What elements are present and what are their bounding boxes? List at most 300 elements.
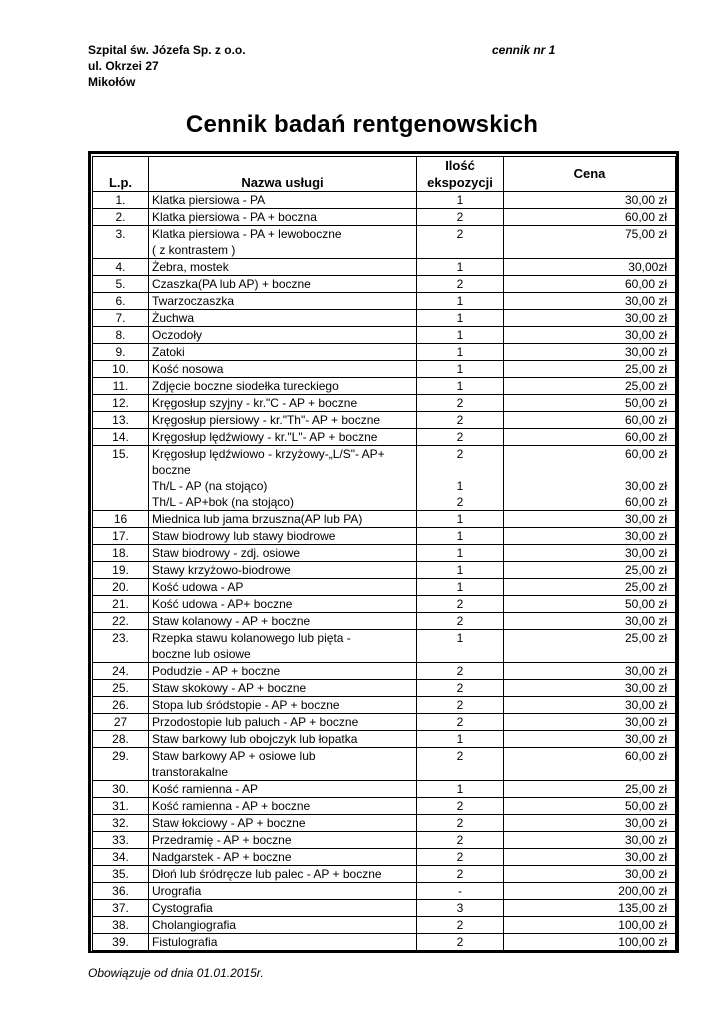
cell-name <box>149 697 417 714</box>
cell-name-line: Przedramię - AP + boczne <box>152 833 292 847</box>
cell-name-line: Oczodoły <box>152 328 203 342</box>
table-row <box>93 545 676 562</box>
cell-lp: 11. <box>93 378 149 395</box>
cell-count-line: 1 <box>456 260 464 274</box>
cell-count <box>417 596 504 613</box>
cell-name <box>149 748 417 781</box>
cell-count <box>417 446 504 511</box>
cell-name-line: Kręgosłup lędźwiowy - kr."L"- AP + boczne <box>152 430 378 444</box>
cell-price <box>504 900 676 917</box>
cell-price-line: 30,00 zł <box>624 715 667 729</box>
cell-name-line: Kręgosłup piersiowy - kr."Th"- AP + boczne <box>152 413 381 427</box>
table-row <box>93 429 676 446</box>
cell-lp: 12. <box>93 395 149 412</box>
cell-name-line: Stawy krzyżowo-biodrowe <box>152 563 291 577</box>
cell-name-line: Miednica lub jama brzuszna(AP lub PA) <box>152 512 363 526</box>
table-row <box>93 815 676 832</box>
cell-lp: 33. <box>93 832 149 849</box>
cell-lp: 16 <box>93 511 149 528</box>
cell-lp: 25. <box>93 680 149 697</box>
cell-count <box>417 276 504 293</box>
cell-count <box>417 209 504 226</box>
cell-name-line: Th/L - AP+bok (na stojąco) <box>152 495 294 509</box>
table-row <box>93 276 676 293</box>
cell-count-line: 1 <box>456 529 464 543</box>
cell-name <box>149 446 417 511</box>
table-row <box>93 613 676 630</box>
cell-count-line: 2 <box>456 597 464 611</box>
cell-name <box>149 209 417 226</box>
cell-count-line: 2 <box>456 833 464 847</box>
cell-price-line: 30,00 zł <box>624 294 667 308</box>
cell-name-line: Cholangiografia <box>152 918 237 932</box>
cell-price-line: 60,00 zł <box>624 447 667 461</box>
cell-count-line: 2 <box>456 396 464 410</box>
cell-price <box>504 192 676 209</box>
table-row <box>93 361 676 378</box>
cell-name-line: Kość nosowa <box>152 362 224 376</box>
table-body <box>93 192 676 951</box>
cell-price <box>504 361 676 378</box>
cell-name-line: ( z kontrastem ) <box>152 243 236 257</box>
cell-price-line: 100,00 zł <box>618 935 667 949</box>
cell-name-line: Kość ramienna - AP <box>152 782 259 796</box>
cell-name-line: Kręgosłup lędźwiowo - krzyżowy-„L/S"- AP+ <box>152 447 385 461</box>
cell-count-line: 2 <box>456 430 464 444</box>
cell-price <box>504 883 676 900</box>
table-row <box>93 446 676 511</box>
cell-price <box>504 697 676 714</box>
cell-lp: 15. <box>93 446 149 511</box>
cell-name <box>149 259 417 276</box>
table-row <box>93 934 676 951</box>
cell-price-line: 60,00 zł <box>624 413 667 427</box>
cell-name <box>149 630 417 663</box>
cell-lp: 32. <box>93 815 149 832</box>
cell-count-line: 1 <box>456 345 464 359</box>
cell-lp: 6. <box>93 293 149 310</box>
cell-count-line: 2 <box>456 935 464 949</box>
cell-name <box>149 934 417 951</box>
cell-lp: 29. <box>93 748 149 781</box>
cell-name <box>149 276 417 293</box>
table-header-row <box>93 157 676 192</box>
cell-price <box>504 293 676 310</box>
cell-count <box>417 883 504 900</box>
cell-lp: 7. <box>93 310 149 327</box>
table-row <box>93 832 676 849</box>
cell-count <box>417 917 504 934</box>
cell-name-line: Staw biodrowy lub stawy biodrowe <box>152 529 336 543</box>
cell-name-line: Klatka piersiowa - PA + lewoboczne <box>152 227 342 241</box>
cell-price <box>504 511 676 528</box>
cell-count-line: 1 <box>456 580 464 594</box>
cell-price <box>504 815 676 832</box>
cell-price-line: 30,00 zł <box>624 546 667 560</box>
cell-name-line: Klatka piersiowa - PA <box>152 193 266 207</box>
cell-count <box>417 344 504 361</box>
table-row <box>93 849 676 866</box>
cell-price <box>504 630 676 663</box>
cell-price-line: 25,00 zł <box>624 631 667 645</box>
cell-lp: 4. <box>93 259 149 276</box>
cell-count-line: 2 <box>456 715 464 729</box>
cell-price-line: 30,00 zł <box>624 512 667 526</box>
table-row <box>93 327 676 344</box>
cell-name-line: Cystografia <box>152 901 213 915</box>
cell-price-line: 30,00 zł <box>624 867 667 881</box>
cell-price <box>504 934 676 951</box>
cell-price <box>504 731 676 748</box>
cell-name-line: Rzepka stawu kolanowego lub pięta - <box>152 631 351 645</box>
cell-name-line: Żuchwa <box>152 311 195 325</box>
cell-count <box>417 310 504 327</box>
table-row <box>93 781 676 798</box>
cell-lp: 36. <box>93 883 149 900</box>
cell-name-line: Podudzie - AP + boczne <box>152 664 281 678</box>
cell-name <box>149 579 417 596</box>
table-row <box>93 630 676 663</box>
cell-count-line: 1 <box>456 328 464 342</box>
cell-price <box>504 378 676 395</box>
cell-lp: 35. <box>93 866 149 883</box>
cell-count <box>417 412 504 429</box>
cell-count-line: 1 <box>456 563 464 577</box>
table-row <box>93 412 676 429</box>
cell-name-line: Fistulografia <box>152 935 218 949</box>
cell-count-line: 1 <box>456 732 464 746</box>
cell-price-line: 60,00 zł <box>624 749 667 763</box>
cell-price-line: 30,00 zł <box>624 193 667 207</box>
cell-count <box>417 293 504 310</box>
cell-name-line: Kość udowa - AP <box>152 580 244 594</box>
cell-name <box>149 378 417 395</box>
cell-name <box>149 714 417 731</box>
cell-count-line: 2 <box>456 698 464 712</box>
cell-count-line: 2 <box>456 614 464 628</box>
cell-name <box>149 866 417 883</box>
cell-name <box>149 528 417 545</box>
cell-price <box>504 412 676 429</box>
column-header-lp: L.p. <box>93 157 149 192</box>
cell-lp: 19. <box>93 562 149 579</box>
cell-count-line: 2 <box>456 681 464 695</box>
cell-price-line: 200,00 zł <box>618 884 667 898</box>
cell-count-line: 2 <box>456 447 464 461</box>
cell-count <box>417 663 504 680</box>
cell-name <box>149 731 417 748</box>
cell-price-line: 30,00 zł <box>624 698 667 712</box>
cell-name <box>149 680 417 697</box>
cell-name <box>149 293 417 310</box>
cell-lp: 1. <box>93 192 149 209</box>
cell-count <box>417 192 504 209</box>
cell-price-line: 60,00 zł <box>624 277 667 291</box>
cell-lp: 10. <box>93 361 149 378</box>
cell-name <box>149 917 417 934</box>
cell-price <box>504 680 676 697</box>
cell-count-line: 1 <box>456 546 464 560</box>
table-row <box>93 511 676 528</box>
cell-price <box>504 866 676 883</box>
table-row <box>93 344 676 361</box>
cell-price-line: 100,00 zł <box>618 918 667 932</box>
column-header-price: Cena <box>504 157 676 192</box>
cell-count <box>417 361 504 378</box>
table-row <box>93 259 676 276</box>
cell-price-line: 30,00 zł <box>624 311 667 325</box>
cell-price <box>504 226 676 259</box>
cell-lp: 34. <box>93 849 149 866</box>
document-label: cennik nr 1 <box>492 43 556 57</box>
cell-name-line: Klatka piersiowa - PA + boczna <box>152 210 317 224</box>
cell-name-line: Staw łokciowy - AP + boczne <box>152 816 306 830</box>
cell-count <box>417 327 504 344</box>
cell-price <box>504 798 676 815</box>
cell-count-line: - <box>458 884 462 898</box>
cell-lp: 20. <box>93 579 149 596</box>
table-row <box>93 192 676 209</box>
cell-count <box>417 226 504 259</box>
table-row <box>93 579 676 596</box>
table-row <box>93 663 676 680</box>
column-header-count-line2: ekspozycji <box>427 175 493 190</box>
cell-count-line: 1 <box>456 362 464 376</box>
cell-name-line: Żebra, mostek <box>152 260 229 274</box>
cell-name-line: Zdjęcie boczne siodełka tureckiego <box>152 379 339 393</box>
cell-price <box>504 579 676 596</box>
cell-count <box>417 748 504 781</box>
cell-count <box>417 849 504 866</box>
cell-name <box>149 395 417 412</box>
cell-name <box>149 562 417 579</box>
cell-price-line: 25,00 zł <box>624 580 667 594</box>
cell-price-line: 30,00 zł <box>624 345 667 359</box>
table-row <box>93 209 676 226</box>
cell-lp: 13. <box>93 412 149 429</box>
cell-price-line: 30,00 zł <box>624 529 667 543</box>
table-row <box>93 697 676 714</box>
cell-count-line: 1 <box>456 782 464 796</box>
cell-count-line: 1 <box>456 193 464 207</box>
cell-price <box>504 781 676 798</box>
cell-count-line: 2 <box>456 664 464 678</box>
cell-count-line: 3 <box>456 901 464 915</box>
cell-price <box>504 276 676 293</box>
cell-count <box>417 866 504 883</box>
cell-lp: 18. <box>93 545 149 562</box>
cell-count <box>417 714 504 731</box>
cell-count <box>417 798 504 815</box>
cell-lp: 5. <box>93 276 149 293</box>
valid-from-note: Obowiązuje od dnia 01.01.2015r. <box>88 966 264 980</box>
cell-lp: 2. <box>93 209 149 226</box>
cell-name <box>149 361 417 378</box>
table-row <box>93 731 676 748</box>
cell-name-line: Kość udowa - AP+ boczne <box>152 597 293 611</box>
cell-name <box>149 613 417 630</box>
cell-count-line: 2 <box>456 210 464 224</box>
cell-name-line: Staw kolanowy - AP + boczne <box>152 614 311 628</box>
cell-name-line: Stopa lub śródstopie - AP + boczne <box>152 698 340 712</box>
cell-count <box>417 395 504 412</box>
cell-price-line <box>507 462 667 478</box>
cell-price <box>504 259 676 276</box>
cell-count <box>417 545 504 562</box>
cell-count <box>417 579 504 596</box>
table-row <box>93 917 676 934</box>
cell-price <box>504 327 676 344</box>
cell-count <box>417 934 504 951</box>
cell-price-line: 60,00 zł <box>624 430 667 444</box>
cell-price <box>504 714 676 731</box>
cell-count-line: 1 <box>456 379 464 393</box>
cell-price <box>504 748 676 781</box>
cell-price <box>504 832 676 849</box>
cell-price-line: 30,00 zł <box>624 479 667 493</box>
cell-name-line: Staw barkowy lub obojczyk lub łopatka <box>152 732 358 746</box>
cell-count-line: 2 <box>456 850 464 864</box>
cell-name <box>149 596 417 613</box>
cell-price-line: 60,00 zł <box>624 495 667 509</box>
cell-lp: 31. <box>93 798 149 815</box>
cell-name <box>149 412 417 429</box>
cell-count-line: 2 <box>456 277 464 291</box>
cell-count-line: 2 <box>456 749 464 763</box>
cell-lp: 28. <box>93 731 149 748</box>
cell-name <box>149 883 417 900</box>
cell-price <box>504 545 676 562</box>
cell-price-line: 30,00 zł <box>624 664 667 678</box>
cell-name-line: Czaszka(PA lub AP) + boczne <box>152 277 311 291</box>
cell-count <box>417 613 504 630</box>
cell-name <box>149 429 417 446</box>
cell-name-line: Th/L - AP (na stojąco) <box>152 479 268 493</box>
cell-name <box>149 849 417 866</box>
cell-name <box>149 798 417 815</box>
cell-price <box>504 209 676 226</box>
cell-price-line: 50,00 zł <box>624 597 667 611</box>
table-row <box>93 395 676 412</box>
table-row <box>93 680 676 697</box>
cell-price-line: 60,00 zł <box>624 210 667 224</box>
cell-count <box>417 781 504 798</box>
table-row <box>93 883 676 900</box>
cell-name-line: boczne <box>152 463 191 477</box>
cell-price-line: 75,00 zł <box>624 227 667 241</box>
cell-count <box>417 630 504 663</box>
cell-lp: 30. <box>93 781 149 798</box>
cell-count-line: 2 <box>456 918 464 932</box>
cell-name <box>149 663 417 680</box>
cell-price <box>504 344 676 361</box>
cell-price-line: 135,00 zł <box>618 901 667 915</box>
cell-count-line: 1 <box>456 512 464 526</box>
cell-lp: 3. <box>93 226 149 259</box>
cell-name-line: Staw barkowy AP + osiowe lub <box>152 749 316 763</box>
cell-name-line: transtorakalne <box>152 765 229 779</box>
cell-price <box>504 395 676 412</box>
cell-name <box>149 226 417 259</box>
cell-count <box>417 832 504 849</box>
cell-price-line: 30,00 zł <box>624 681 667 695</box>
cell-price-line: 25,00 zł <box>624 362 667 376</box>
cell-price <box>504 849 676 866</box>
cell-name <box>149 781 417 798</box>
table-row <box>93 866 676 883</box>
cell-count <box>417 900 504 917</box>
table-row <box>93 714 676 731</box>
cell-lp: 37. <box>93 900 149 917</box>
cell-price <box>504 310 676 327</box>
table-row <box>93 226 676 259</box>
cell-lp: 27 <box>93 714 149 731</box>
price-table <box>92 156 676 951</box>
cell-count <box>417 680 504 697</box>
cell-lp: 38. <box>93 917 149 934</box>
cell-count-line: 1 <box>456 631 464 645</box>
cell-count <box>417 511 504 528</box>
cell-lp: 21. <box>93 596 149 613</box>
cell-name-line: boczne lub osiowe <box>152 647 251 661</box>
cell-lp: 22. <box>93 613 149 630</box>
cell-count-line: 2 <box>456 227 464 241</box>
table-row <box>93 900 676 917</box>
cell-name-line: Kręgosłup szyjny - kr."C - AP + boczne <box>152 396 358 410</box>
cell-price-line: 50,00 zł <box>624 396 667 410</box>
cell-name <box>149 511 417 528</box>
page-title: Cennik badań rentgenowskich <box>185 111 539 138</box>
cell-name-line: Urografia <box>152 884 202 898</box>
cell-count-line: 2 <box>456 799 464 813</box>
cell-price <box>504 429 676 446</box>
cell-price-line: 25,00 zł <box>624 563 667 577</box>
cell-name-line: Kość ramienna - AP + boczne <box>152 799 311 813</box>
hospital-name: Szpital św. Józefa Sp. z o.o. <box>88 43 246 57</box>
table-row <box>93 310 676 327</box>
cell-name-line: Nadgarstek - AP + boczne <box>152 850 292 864</box>
cell-name <box>149 327 417 344</box>
cell-price <box>504 446 676 511</box>
cell-price-line: 25,00 zł <box>624 782 667 796</box>
cell-price-line: 25,00 zł <box>624 379 667 393</box>
cell-lp: 14. <box>93 429 149 446</box>
cell-lp: 9. <box>93 344 149 361</box>
column-header-count <box>417 157 504 192</box>
cell-price <box>504 663 676 680</box>
cell-lp: 39. <box>93 934 149 951</box>
cell-count-line: 2 <box>456 495 464 509</box>
cell-count <box>417 697 504 714</box>
cell-count-line: 2 <box>456 816 464 830</box>
table-row <box>93 378 676 395</box>
cell-lp: 17. <box>93 528 149 545</box>
table-row <box>93 748 676 781</box>
cell-count <box>417 731 504 748</box>
table-row <box>93 562 676 579</box>
cell-lp: 23. <box>93 630 149 663</box>
hospital-street: ul. Okrzei 27 <box>88 59 159 73</box>
cell-count <box>417 562 504 579</box>
cell-name-line: Dłoń lub śródręcze lub palec - AP + boczne <box>152 867 382 881</box>
cell-price <box>504 596 676 613</box>
cell-price <box>504 917 676 934</box>
cell-price-line: 30,00 zł <box>624 833 667 847</box>
column-header-count-line1: Ilość <box>445 158 475 173</box>
cell-count <box>417 378 504 395</box>
cell-price <box>504 613 676 630</box>
cell-price-line: 30,00 zł <box>624 614 667 628</box>
